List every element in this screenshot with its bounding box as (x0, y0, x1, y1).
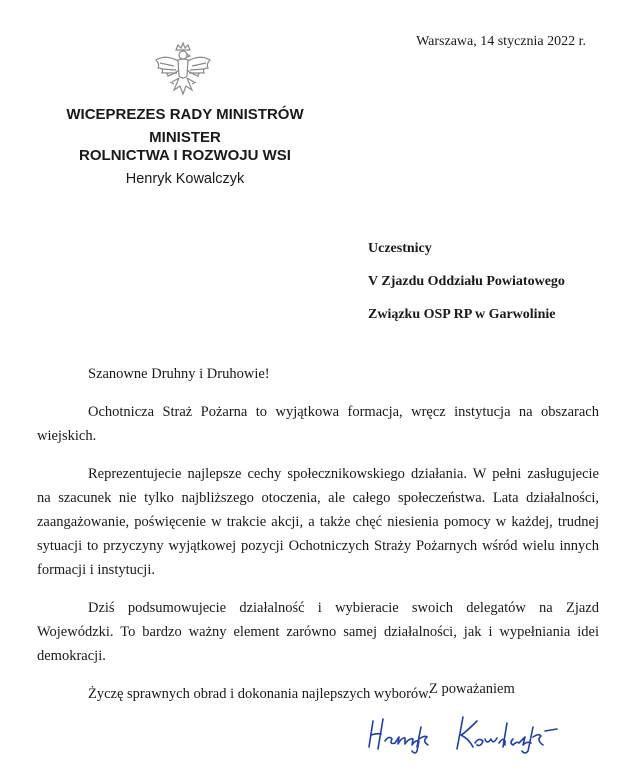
date-line: Warszawa, 14 stycznia 2022 r. (416, 34, 586, 49)
office-title: WICEPREZES RADY MINISTRÓW (66, 106, 304, 123)
minister-line-2: ROLNICTWA I ROZWOJU WSI (79, 147, 291, 164)
polish-eagle-emblem-icon (150, 42, 216, 104)
letter-body (37, 362, 599, 720)
minister-line-1: MINISTER (149, 129, 221, 146)
paragraph: Dziś podsumowujecie działalność i wybieracie swoich delegatów na Zjazd Wojewódzki. To bardzo ważny element zarówno samej działalności, jak i wypełniania idei demokracji. (37, 600, 599, 664)
handwritten-signature (365, 707, 565, 757)
recipient-line: V Zjazdu Oddziału Powiatowego (368, 274, 565, 289)
recipient-line: Uczestnicy (368, 241, 432, 256)
signatory-name: Henryk Kowalczyk (125, 171, 245, 187)
closing: Z poważaniem (429, 681, 515, 697)
recipients-block (368, 236, 565, 335)
paragraph: Ochotnicza Straż Pożarna to wyjątkowa formacja, wręcz instytucja na obszarach wiejskich. (37, 404, 599, 444)
minister-title (40, 129, 330, 165)
greeting: Szanowne Druhny i Druhowie! (88, 366, 270, 382)
paragraph: Reprezentujecie najlepsze cechy społecznikowskiego działania. W pełni zasługujecie na szacunek nie tylko najbliższego otoczenia, ale całego społeczeństwa. Lata działalności, zaangażowanie, poświęcenie w trakcie akcji, a także chęć niesienia pomocy w każdej, trudnej sytuacji to przyczyny wyjątkowej pozycji Ochotniczych Straży Pożarnych wśród wielu innych formacji i instytucji. (37, 466, 599, 578)
paragraph: Życzę sprawnych obrad i dokonania najlepszych wyborów. (88, 686, 432, 702)
recipient-line: Związku OSP RP w Garwolinie (368, 307, 556, 322)
